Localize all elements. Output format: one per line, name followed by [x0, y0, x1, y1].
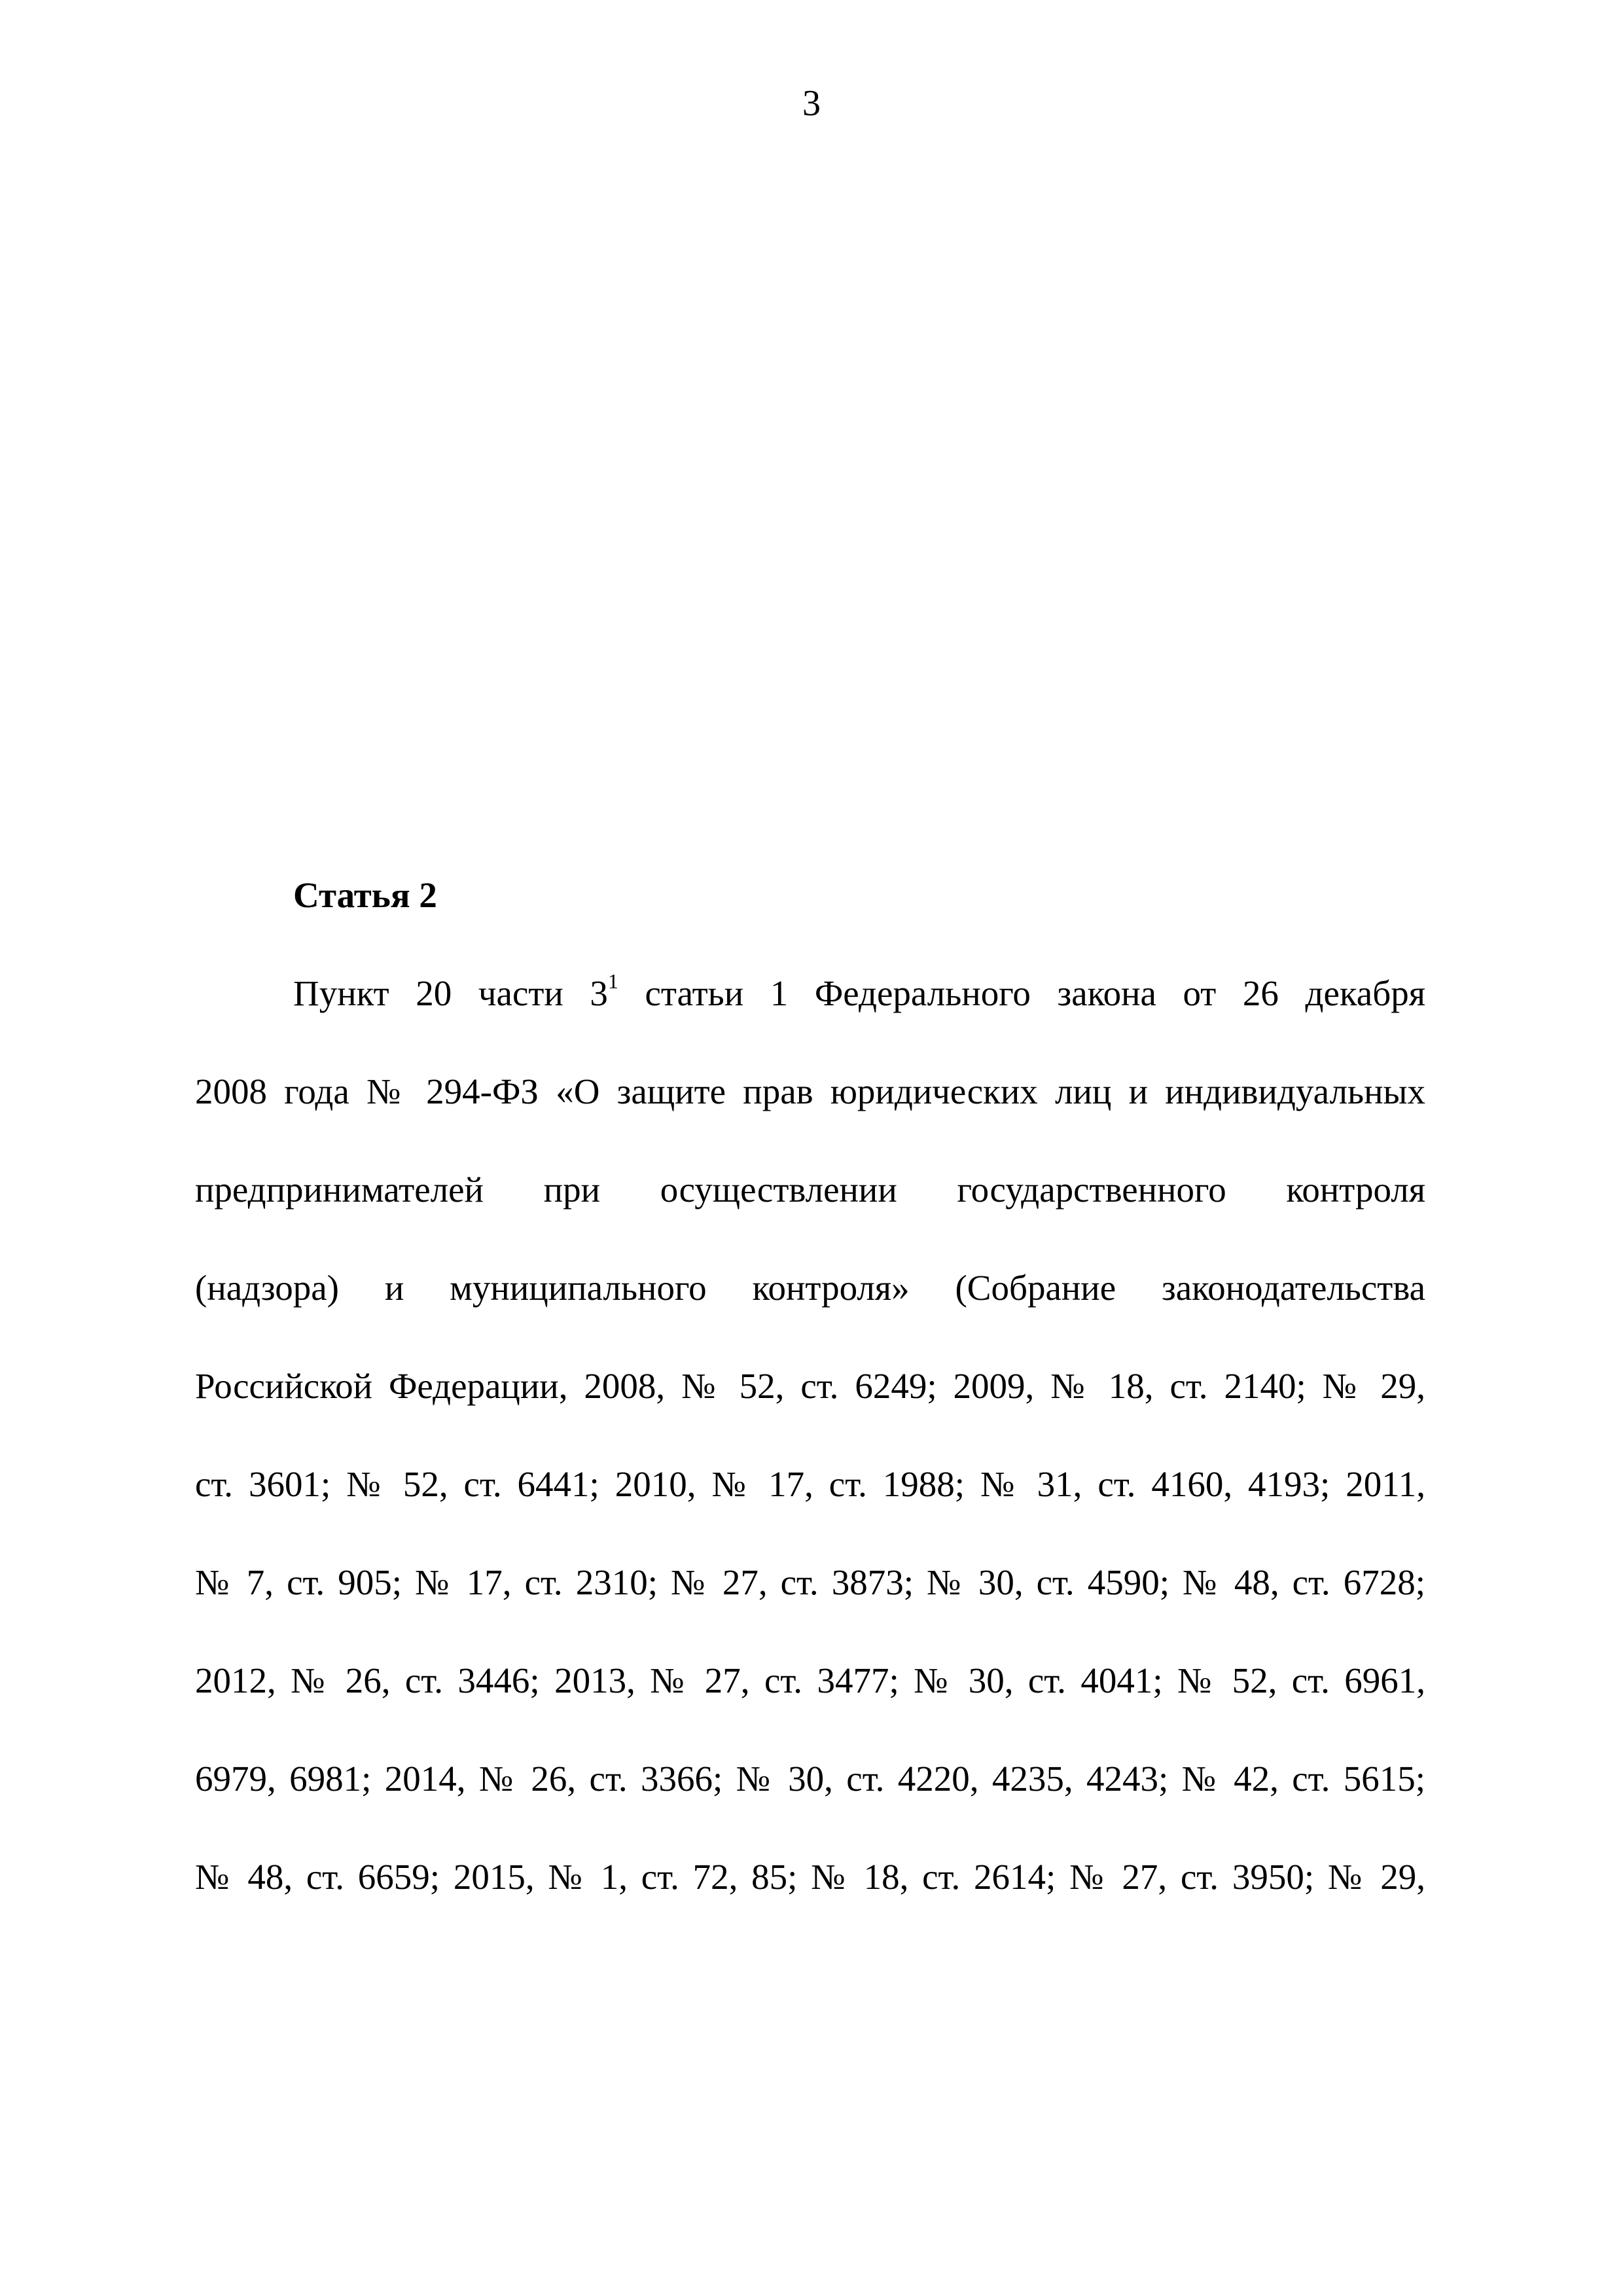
page-number: 3 [802, 83, 821, 124]
paragraph-line: 2012, № 26, ст. 3446; 2013, № 27, ст. 3477; № 30, ст. 4041; № 52, ст. 6961, [195, 1660, 1425, 1700]
paragraph-line: № 48, ст. 6659; 2015, № 1, ст. 72, 85; № 18, ст. 2614; № 27, ст. 3950; № 29, [195, 1857, 1425, 1897]
paragraph-line: (надзора) и муниципального контроля» (Собрание законодательства [195, 1268, 1425, 1308]
paragraph-line: 2008 года № 294-ФЗ «О защите прав юридических лиц и индивидуальных [195, 1071, 1425, 1111]
superscript: 1 [607, 969, 618, 993]
paragraph-line: предпринимателей при осуществлении государственного контроля [195, 1170, 1425, 1210]
paragraph-line: ст. 3601; № 52, ст. 6441; 2010, № 17, ст. 1988; № 31, ст. 4160, 4193; 2011, [195, 1464, 1425, 1504]
paragraph-line: 6979, 6981; 2014, № 26, ст. 3366; № 30, ст. 4220, 4235, 4243; № 42, ст. 5615; [195, 1759, 1425, 1799]
paragraph-line: № 7, ст. 905; № 17, ст. 2310; № 27, ст. 3873; № 30, ст. 4590; № 48, ст. 6728; [195, 1562, 1425, 1602]
paragraph-line [293, 967, 1425, 1020]
paragraph-line: Российской Федерации, 2008, № 52, ст. 6249; 2009, № 18, ст. 2140; № 29, [195, 1366, 1425, 1406]
article-heading: Статья 2 [293, 875, 437, 915]
line-text: Пункт 20 части 3 [293, 973, 608, 1013]
line-text: статьи 1 Федерального закона от 26 декабря [618, 973, 1425, 1013]
